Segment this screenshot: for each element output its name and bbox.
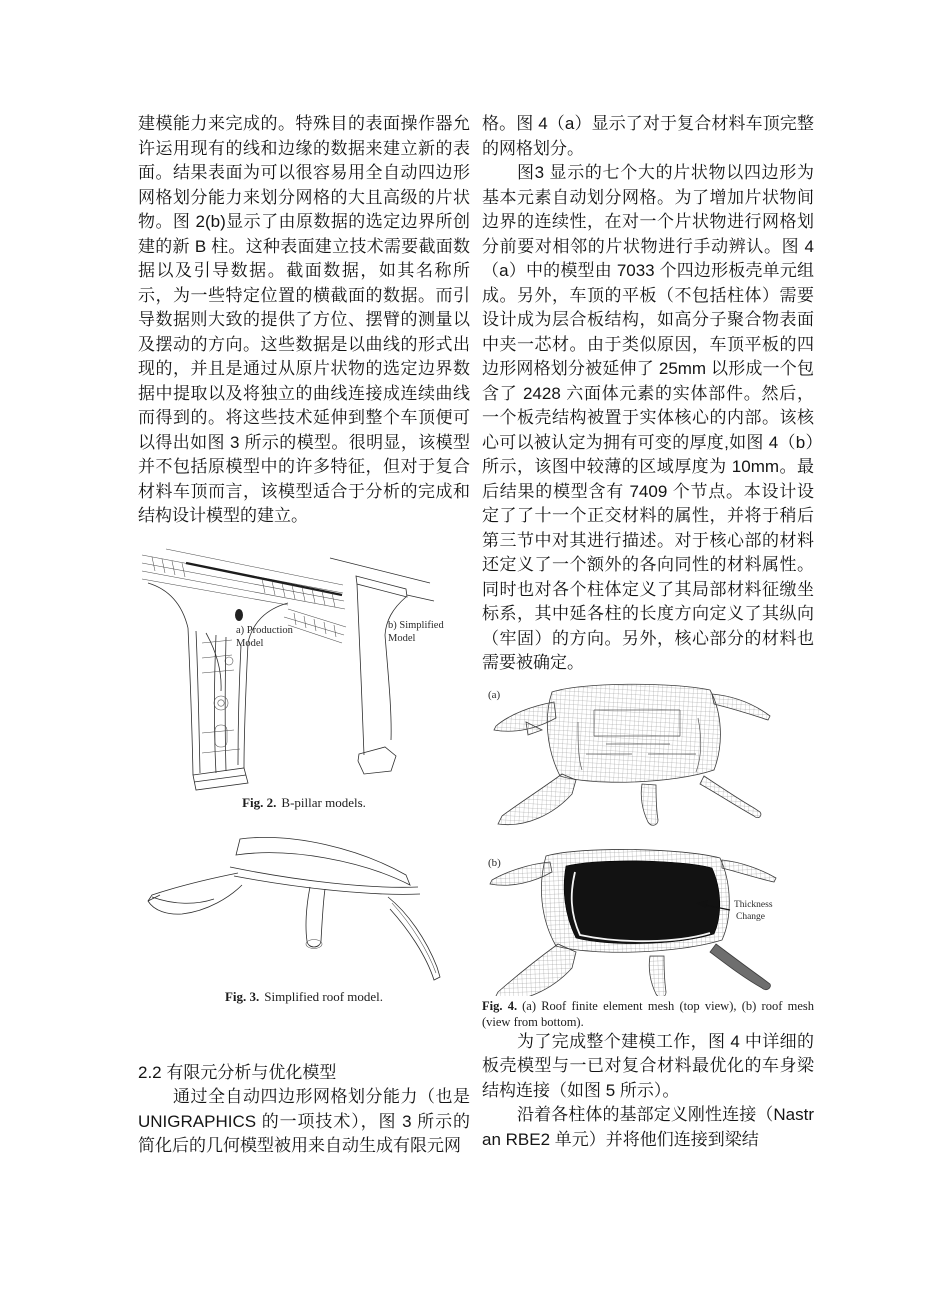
fig4b-dark-leg — [710, 944, 770, 990]
fig2-caption-label: Fig. 2. — [242, 794, 277, 810]
fig4b-dark-core — [564, 860, 720, 943]
left-paragraph-1: 建模能力来完成的。特殊目的表面操作器允许运用现有的线和边缘的数据来建立新的表面。结果表面为可以很容易用全自动四边形网格划分能力来划分网格的大且高级的片状物。图 2(b)显示了由原数据的选定边界所创建的新 B 柱。这种表面建立技术需要截面数据以及引导数据。截面数据，如其名称所示，为一些特定位置的横截面的数据。而引导数据则大致的提供了方位、摆臂的测量以及摆动的方向。这些数据是以曲线的形式出现的，并且是通过从原片状物的选定边界数据中提取以及将独立的曲线连接成连续曲线而得到的。将这些技术延伸到整个车顶便可以得出如图 3 所示的模型。很明显，该模型并不包括原模型中的许多特征，但对于复合材料车顶而言，该模型适合于分析的完成和结构设计模型的建立。 — [138, 114, 470, 525]
figure-3 — [138, 835, 470, 1005]
fig4-caption-text: (a) Roof finite element mesh (top view), (b) roof mesh (view from bottom). — [482, 998, 814, 1029]
fig4a-panel-label: (a) — [488, 688, 501, 701]
fig2-label-a-line1: a) Production — [236, 624, 293, 636]
fig3-caption-text: Simplified roof model. — [264, 988, 384, 1004]
fig2-bpillar-drawing — [138, 543, 470, 793]
fig4b-roof-mesh-bottom-view — [482, 848, 814, 996]
fig2-label-b-line1: b) Simplified — [388, 619, 444, 631]
right-paragraph-4: 沿着各柱体的基部定义刚性连接（Nastran RBE2 单元）并将他们连接到梁结 — [482, 1105, 814, 1149]
fig2-label-b-line2: Model — [388, 632, 416, 644]
fig4-caption-label: Fig. 4. — [482, 998, 518, 1013]
figure-4 — [482, 682, 814, 1030]
right-paragraph-2: 图3 显示的七个大的片状物以四边形为基本元素自动划分网格。为了增加片状物间边界的连续性，在对一个片状物进行网格划分前要对相邻的片状物进行手动辨认。图 4（a）中的模型由 7033 个四边形板壳单元组成。另外，车顶的平板（不包括柱体）需要设计成为层合板结构，如高分子聚合物表面中夹一芯材。由于类似原因，车顶平板的四边形网格划分被延伸了 25mm 以形成一个包含了 2428 六面体元素的实体部件。然后，一个板壳结构被置于实体核心的内部。该核心可以被认定为拥有可变的厚度,如图 4（b）所示，该图中较薄的区域厚度为 10mm。最后结果的模型含有 7409 个节点。本设计设定了了十一个正交材料的属性，并将于稍后第三节中对其进行描述。对于核心部的材料还定义了一个额外的各向同性的材料属性。同时也对各个柱体定义了其局部材料征缴坐标系，其中延各柱的长度方向定义了其纵向（牢固）的方向。另外，核心部分的材料也需要被确定。 — [482, 163, 814, 672]
fig4-caption — [482, 998, 814, 1030]
right-column — [482, 112, 814, 1152]
fig2-caption-text: B-pillar models. — [281, 794, 366, 810]
section-heading-2-2: 2.2 有限元分析与优化模型 — [138, 1062, 337, 1082]
right-paragraph-3: 为了完成整个建模工作，图 4 中详细的板壳模型与一已对复合材料最优化的车身梁结构连接（如图 5 所示）。 — [482, 1031, 814, 1100]
fig3-caption-label: Fig. 3. — [224, 988, 260, 1004]
figure-2 — [138, 543, 470, 811]
fig3-caption — [138, 989, 470, 1005]
left-column — [138, 112, 470, 1159]
fig2-caption — [138, 795, 470, 811]
fig4b-annotation-line1: Thickness — [734, 899, 773, 910]
fig3-roof-drawing — [138, 835, 470, 987]
fig4b-panel-label: (b) — [488, 856, 501, 869]
fig2-label-a-line2: Model — [236, 637, 264, 649]
right-paragraph-1: 格。图 4（a）显示了对于复合材料车顶完整的网格划分。 — [482, 114, 814, 158]
fig4b-annotation-line2: Change — [736, 911, 766, 922]
left-paragraph-2: 通过全自动四边形网格划分能力（也是 UNIGRAPHICS 的一项技术），图 3 所示的简化后的几何模型被用来自动生成有限元网 — [138, 1087, 470, 1155]
fig4a-roof-mesh-top-view — [482, 682, 814, 848]
